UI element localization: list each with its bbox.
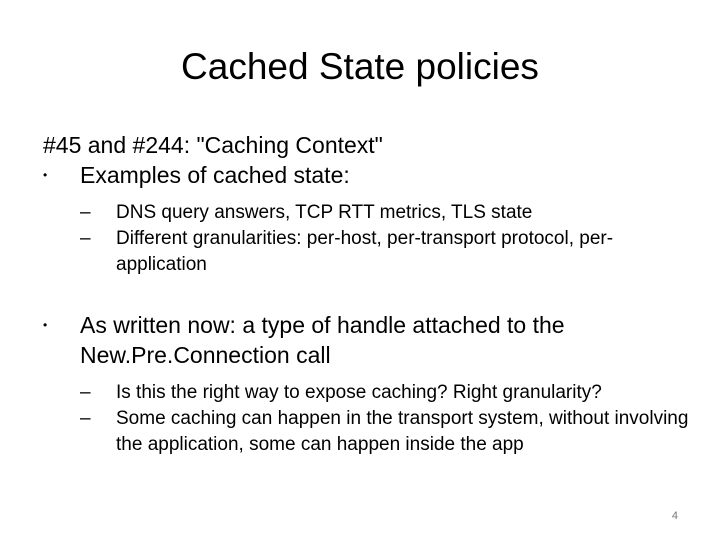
slide-title: Cached State policies <box>181 46 539 87</box>
sub-bullet-text: Some caching can happen in the transport system, without involving the application, some can happen inside the app <box>116 408 689 455</box>
dash-icon: – <box>80 202 91 223</box>
bullet-text: Examples of cached state: <box>80 162 350 188</box>
spacer <box>43 278 703 310</box>
bullet-icon: • <box>43 168 48 182</box>
bullet-icon: • <box>43 318 48 332</box>
sub-bullet-text: Different granularities: per-host, per-transport protocol, per-application <box>116 228 614 275</box>
dash-icon: – <box>80 408 91 429</box>
slide-content <box>43 130 703 458</box>
slide-heading: #45 and #244: "Caching Context" <box>43 132 383 158</box>
sub-bullet-item <box>43 226 703 278</box>
dash-icon: – <box>80 228 91 249</box>
sub-bullet-list <box>43 380 703 458</box>
sub-bullet-text: DNS query answers, TCP RTT metrics, TLS state <box>116 202 533 223</box>
dash-icon: – <box>80 382 91 403</box>
bullet-item <box>43 310 703 370</box>
bullet-item <box>43 160 703 190</box>
page-number: 4 <box>671 510 678 522</box>
sub-bullet-item <box>43 406 703 458</box>
sub-bullet-item <box>43 380 703 406</box>
sub-bullet-item <box>43 200 703 226</box>
sub-bullet-text: Is this the right way to expose caching? Right granularity? <box>116 382 602 403</box>
sub-bullet-list <box>43 200 703 278</box>
bullet-text: As written now: a type of handle attached to the New.Pre.Connection call <box>80 312 565 368</box>
